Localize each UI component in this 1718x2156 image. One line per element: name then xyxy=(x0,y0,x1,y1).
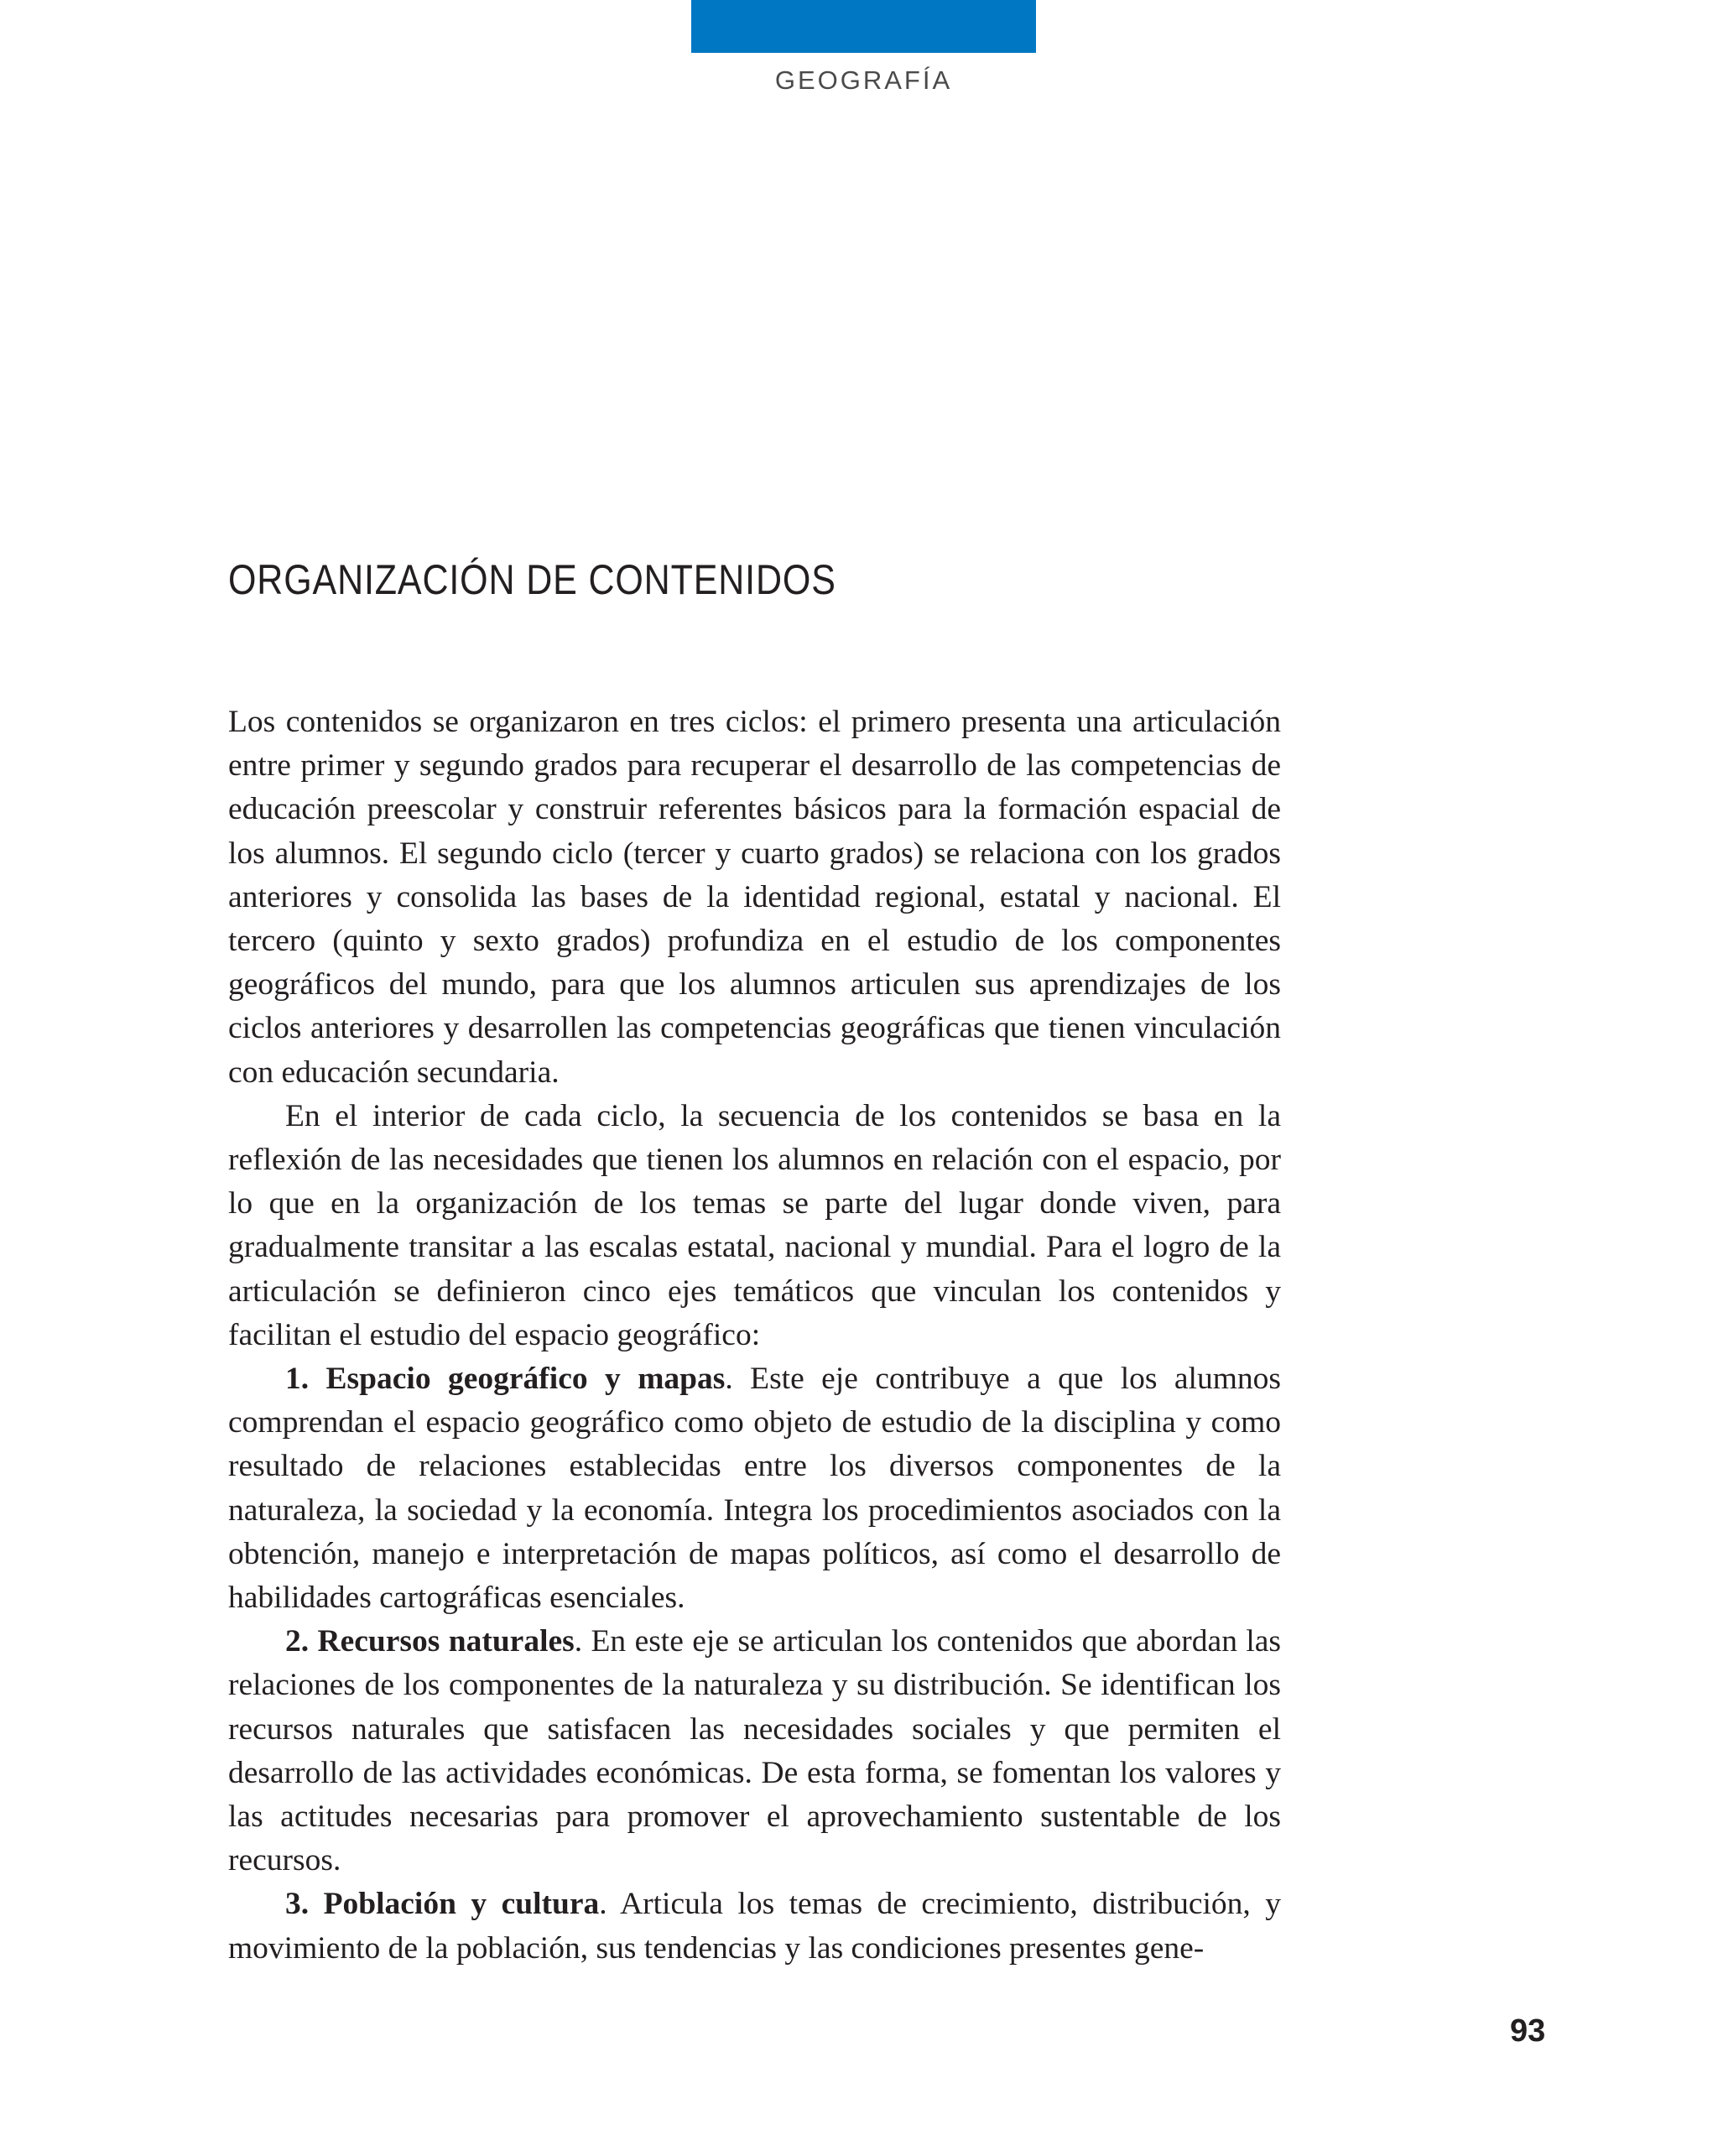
paragraph-intro: Los contenidos se organizaron en tres ciclos: el primero presenta una articulación entre primer y segundo grados para recuperar el desarrollo de las competencias de educación preescolar y construir referentes básicos para la formación espacial de los alumnos. El segundo ciclo (tercer y cuarto grados) se relaciona con los grados anteriores y consolida las bases de la identidad regional, estatal y nacional. El tercero (quinto y sexto grados) profundiza en el estudio de los componentes geográficos del mundo, para que los alumnos articulen sus aprendizajes de los ciclos anteriores y desarrollen las competencias geográficas que tienen vinculación con educación secundaria. xyxy=(228,705,1281,1090)
axis-item xyxy=(228,1357,1281,1620)
axis-item xyxy=(228,1620,1281,1883)
running-head: GEOGRAFÍA xyxy=(774,65,953,95)
axis-description: . Articula los temas de crecimiento, distribución, y movimiento de la población, sus tendencias y las condiciones presentes gene- xyxy=(228,1887,1282,1966)
axis-description: . Este eje contribuye a que los alumnos comprendan el espacio geográfico como objeto de estudio de la disciplina y como resultado de relaciones establecidas entre los diversos componentes de la naturaleza, la sociedad y la economía. Integra los procedimientos asociados con la obtención, manejo e interpretación de mapas políticos, así como el desarrollo de habilidades cartográficas esenciales. xyxy=(228,1362,1281,1616)
axis-item xyxy=(228,1883,1281,1970)
body-text xyxy=(228,700,1281,1971)
axis-title: 3. Población y cultura xyxy=(285,1887,600,1922)
axis-description: . En este eje se articulan los contenidos que abordan las relaciones de los componentes de la naturaleza y su distribución. Se identifican los recursos naturales que satisfacen las necesidades sociales y que permiten el desarrollo de las actividades económicas. De esta forma, se fomentan los valores y las actitudes necesarias para promover el aprovechamiento sustentable de los recursos. xyxy=(228,1624,1281,1878)
header-color-tab xyxy=(691,0,1036,53)
paragraph-sequence: En el interior de cada ciclo, la secuencia de los contenidos se basa en la reflexión de las necesidades que tienen los alumnos en relación con el espacio, por lo que en la organización de los temas se parte del lugar donde viven, para gradualmente transitar a las escalas estatal, nacional y mundial. Para el logro de la articulación se definieron cinco ejes temáticos que vinculan los contenidos y facilitan el estudio del espacio geográfico: xyxy=(228,1098,1281,1352)
page-number: 93 xyxy=(1510,2013,1546,2049)
section-title: ORGANIZACIÓN DE CONTENIDOS xyxy=(228,556,836,603)
axis-title: 1. Espacio geográfico y mapas xyxy=(285,1362,726,1397)
axis-title: 2. Recursos naturales xyxy=(285,1624,575,1659)
